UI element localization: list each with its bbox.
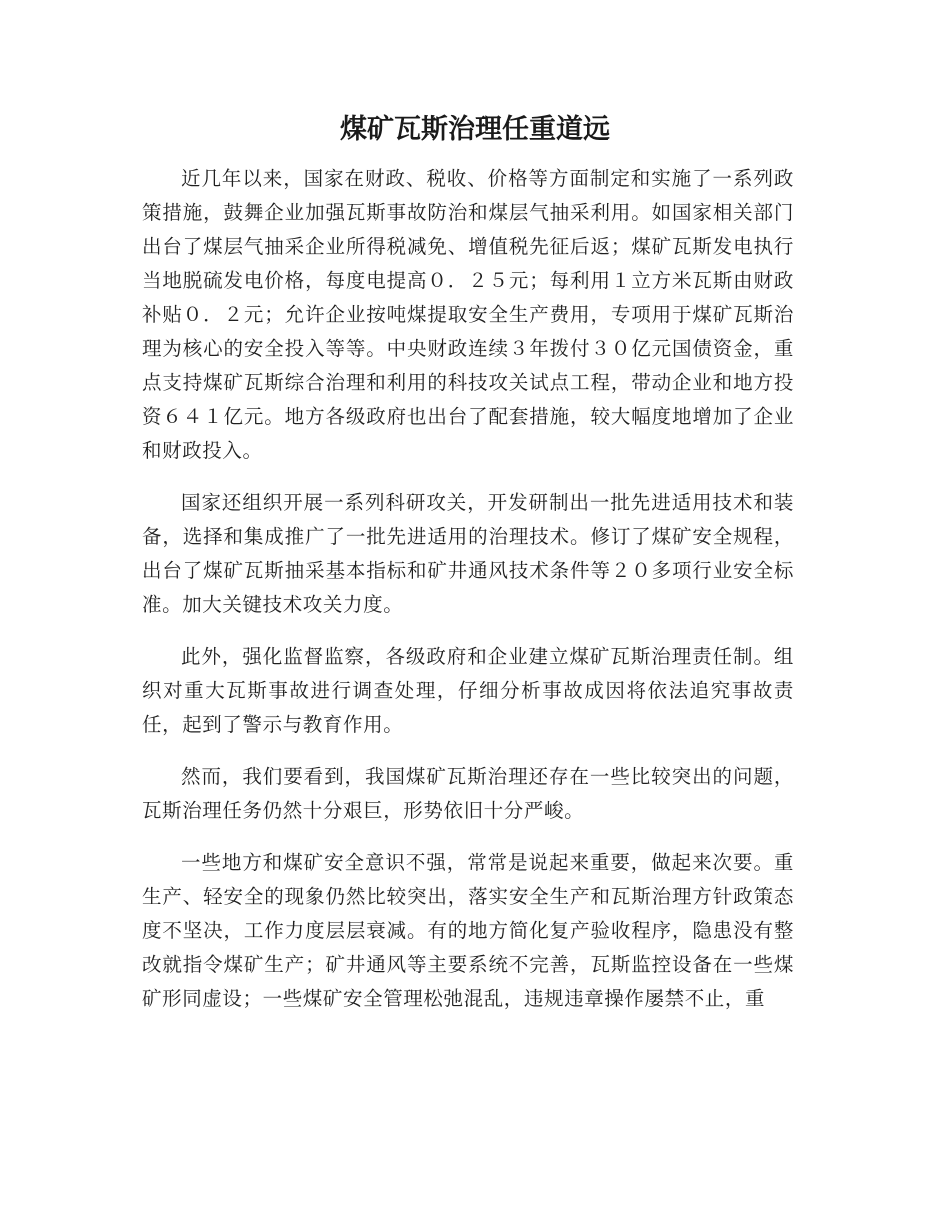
document-body (142, 162, 794, 1034)
paragraph-4: 然而，我们要看到，我国煤矿瓦斯治理还存在一些比较突出的问题，瓦斯治理任务仍然十分艰巨，形势依旧十分严峻。 (142, 765, 794, 822)
paragraph-1: 近几年以来，国家在财政、税收、价格等方面制定和实施了一系列政策措施，鼓舞企业加强瓦斯事故防治和煤层气抽采利用。如国家相关部门出台了煤层气抽采企业所得税减免、增值税先征后返；煤矿瓦斯发电执行当地脱硫发电价格，每度电提高０．２５元；每利用１立方米瓦斯由财政补贴０．２元；允许企业按吨煤提取安全生产费用，专项用于煤矿瓦斯治理为核心的安全投入等等。中央财政连续３年拨付３０亿元国债资金，重点支持煤矿瓦斯综合治理和利用的科技攻关试点工程，带动企业和地方投资６４１亿元。地方各级政府也出台了配套措施，较大幅度地增加了企业和财政投入。 (142, 167, 794, 462)
paragraph-3: 此外，强化监督监察，各级政府和企业建立煤矿瓦斯治理责任制。组织对重大瓦斯事故进行调查处理，仔细分析事故成因将依法追究事故责任，起到了警示与教育作用。 (142, 645, 794, 736)
paragraph-2: 国家还组织开展一系列科研攻关，开发研制出一批先进适用技术和装备，选择和集成推广了一批先进适用的治理技术。修订了煤矿安全规程，出台了煤矿瓦斯抽采基本指标和矿井通风技术条件等２０多项行业安全标准。加大关键技术攻关力度。 (142, 491, 794, 616)
paragraph-5: 一些地方和煤矿安全意识不强，常常是说起来重要，做起来次要。重生产、轻安全的现象仍然比较突出，落实安全生产和瓦斯治理方针政策态度不坚决，工作力度层层衰减。有的地方简化复产验收程序，隐患没有整改就指令煤矿生产；矿井通风等主要系统不完善，瓦斯监控设备在一些煤矿形同虚设；一些煤矿安全管理松弛混乱，违规违章操作屡禁不止，重 (142, 851, 794, 1010)
document-title: 煤矿瓦斯治理任重道远 (340, 114, 610, 145)
